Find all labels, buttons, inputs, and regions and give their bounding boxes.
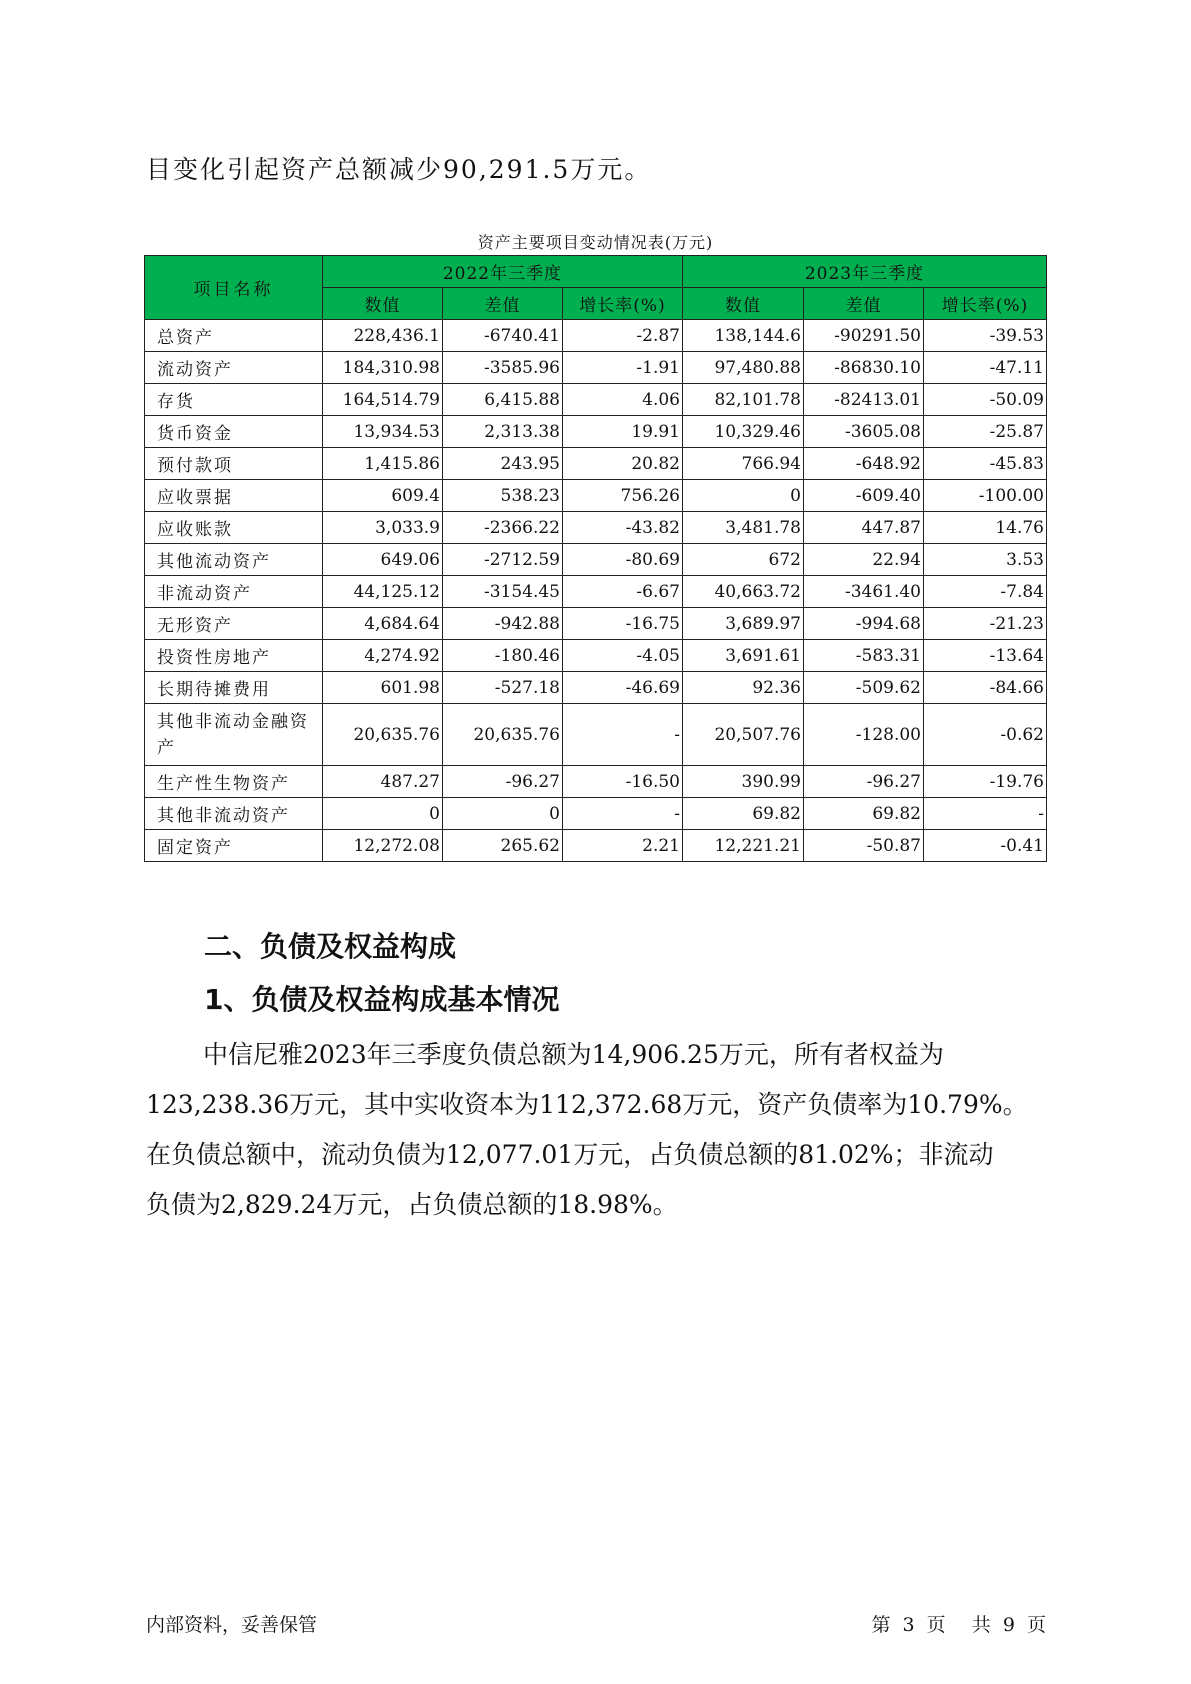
table-row [145,672,1047,704]
paragraph-line: 负债为2,829.24万元，占负债总额的18.98%。 [146,1190,678,1219]
table-row [145,766,1047,798]
cell-diff-2022: -2712.59 [443,544,563,576]
cell-value-2022: 1,415.86 [323,448,443,480]
cell-value-2022: 184,310.98 [323,352,443,384]
row-item-name: 其他非流动资产 [145,798,323,830]
cell-value-2023: 97,480.88 [683,352,804,384]
cell-diff-2022: 20,635.76 [443,704,563,766]
footer-page-number [871,1610,1046,1637]
cell-value-2022: 20,635.76 [323,704,443,766]
cell-value-2023: 138,144.6 [683,320,804,352]
cell-diff-2022: 538.23 [443,480,563,512]
cell-growth-2022: 756.26 [563,480,683,512]
cell-diff-2022: -180.46 [443,640,563,672]
footer-confidential-note: 内部资料，妥善保管 [146,1614,318,1636]
cell-diff-2023: -609.40 [804,480,924,512]
table-row [145,512,1047,544]
cell-growth-2023: -21.23 [924,608,1047,640]
cell-value-2022: 13,934.53 [323,416,443,448]
cell-diff-2022: -6740.41 [443,320,563,352]
cell-value-2023: 82,101.78 [683,384,804,416]
table-row [145,448,1047,480]
cell-growth-2023: -25.87 [924,416,1047,448]
cell-diff-2022: -3585.96 [443,352,563,384]
cell-growth-2022: - [563,704,683,766]
cell-growth-2022: -16.75 [563,608,683,640]
cell-growth-2023: 14.76 [924,512,1047,544]
cell-diff-2023: -90291.50 [804,320,924,352]
section-heading: 二、负债及权益构成 [204,930,457,963]
cell-growth-2023: -84.66 [924,672,1047,704]
header-value-2023: 数值 [683,288,804,320]
header-diff-2022: 差值 [443,288,563,320]
cell-value-2022: 3,033.9 [323,512,443,544]
cell-growth-2023: -50.09 [924,384,1047,416]
cell-diff-2023: -50.87 [804,830,924,862]
page-prefix: 第 [871,1614,891,1636]
row-item-name: 预付款项 [145,448,323,480]
cell-value-2022: 4,274.92 [323,640,443,672]
table-header [145,256,1047,320]
cell-growth-2023: -100.00 [924,480,1047,512]
cell-growth-2022: 19.91 [563,416,683,448]
page-current: 3 [902,1614,915,1636]
header-growth-2022: 增长率(%) [563,288,683,320]
cell-diff-2022: 2,313.38 [443,416,563,448]
liability-equity-paragraph [146,1030,1046,1230]
cell-value-2023: 3,481.78 [683,512,804,544]
cell-growth-2022: - [563,798,683,830]
row-item-name: 应收票据 [145,480,323,512]
asset-change-table [144,255,1047,862]
header-period-2022: 2022年三季度 [323,256,683,288]
cell-value-2022: 487.27 [323,766,443,798]
table-row [145,576,1047,608]
cell-growth-2023: -13.64 [924,640,1047,672]
table-row [145,320,1047,352]
cell-growth-2023: -47.11 [924,352,1047,384]
total-suffix: 页 [1026,1614,1046,1636]
cell-growth-2023: -39.53 [924,320,1047,352]
cell-growth-2023: -45.83 [924,448,1047,480]
paragraph-line: 中信尼雅2023年三季度负债总额为14,906.25万元，所有者权益为 [203,1040,944,1069]
cell-value-2022: 4,684.64 [323,608,443,640]
cell-growth-2022: -1.91 [563,352,683,384]
cell-growth-2023: -7.84 [924,576,1047,608]
cell-diff-2022: 243.95 [443,448,563,480]
table-row [145,544,1047,576]
cell-growth-2023: -19.76 [924,766,1047,798]
cell-diff-2023: 22.94 [804,544,924,576]
cell-value-2022: 44,125.12 [323,576,443,608]
header-period-2023: 2023年三季度 [683,256,1047,288]
table-row [145,798,1047,830]
table-caption: 资产主要项目变动情况表(万元) [477,233,714,252]
cell-diff-2022: -942.88 [443,608,563,640]
table-row [145,384,1047,416]
cell-diff-2023: -128.00 [804,704,924,766]
cell-growth-2022: 4.06 [563,384,683,416]
cell-growth-2022: 20.82 [563,448,683,480]
table-row [145,830,1047,862]
cell-diff-2023: -648.92 [804,448,924,480]
table-row [145,480,1047,512]
cell-value-2023: 92.36 [683,672,804,704]
cell-value-2022: 12,272.08 [323,830,443,862]
paragraph-line: 在负债总额中，流动负债为12,077.01万元，占负债总额的81.02%；非流动 [146,1140,994,1169]
cell-value-2022: 0 [323,798,443,830]
cell-growth-2023: -0.41 [924,830,1047,862]
cell-growth-2022: -16.50 [563,766,683,798]
header-growth-2023: 增长率(%) [924,288,1047,320]
table-row [145,416,1047,448]
cell-growth-2022: -2.87 [563,320,683,352]
cell-diff-2023: -96.27 [804,766,924,798]
cell-growth-2022: -43.82 [563,512,683,544]
table-body [145,320,1047,862]
cell-diff-2023: -509.62 [804,672,924,704]
cell-diff-2022: -2366.22 [443,512,563,544]
cell-growth-2022: -46.69 [563,672,683,704]
cell-diff-2022: -3154.45 [443,576,563,608]
cell-diff-2023: -3605.08 [804,416,924,448]
row-item-name: 应收账款 [145,512,323,544]
cell-diff-2023: -583.31 [804,640,924,672]
row-item-name: 其他流动资产 [145,544,323,576]
row-item-name: 货币资金 [145,416,323,448]
row-item-name: 流动资产 [145,352,323,384]
cell-diff-2023: -3461.40 [804,576,924,608]
cell-value-2022: 601.98 [323,672,443,704]
cell-value-2023: 10,329.46 [683,416,804,448]
cell-growth-2022: -80.69 [563,544,683,576]
row-item-name: 其他非流动金融资产 [145,704,323,766]
cell-diff-2023: -86830.10 [804,352,924,384]
cell-growth-2023: - [924,798,1047,830]
header-diff-2023: 差值 [804,288,924,320]
cell-value-2023: 672 [683,544,804,576]
header-item-name: 项目名称 [145,256,323,320]
cell-value-2023: 40,663.72 [683,576,804,608]
cell-value-2023: 12,221.21 [683,830,804,862]
row-item-name: 非流动资产 [145,576,323,608]
cell-value-2022: 609.4 [323,480,443,512]
cell-value-2022: 228,436.1 [323,320,443,352]
cell-value-2023: 390.99 [683,766,804,798]
cell-diff-2022: 6,415.88 [443,384,563,416]
cell-diff-2023: 69.82 [804,798,924,830]
row-item-name: 存货 [145,384,323,416]
cell-diff-2022: 0 [443,798,563,830]
row-item-name: 长期待摊费用 [145,672,323,704]
cell-value-2023: 3,691.61 [683,640,804,672]
row-item-name: 固定资产 [145,830,323,862]
paragraph-line: 123,238.36万元，其中实收资本为112,372.68万元，资产负债率为10.79%。 [146,1090,1028,1119]
cell-diff-2023: -82413.01 [804,384,924,416]
total-prefix: 共 [971,1614,991,1636]
page-total: 9 [1002,1614,1015,1636]
cell-diff-2023: -994.68 [804,608,924,640]
cell-growth-2022: -6.67 [563,576,683,608]
cell-value-2022: 649.06 [323,544,443,576]
table-row [145,640,1047,672]
cell-growth-2022: -4.05 [563,640,683,672]
cell-growth-2023: -0.62 [924,704,1047,766]
row-item-name: 无形资产 [145,608,323,640]
cell-value-2023: 20,507.76 [683,704,804,766]
cell-diff-2022: -96.27 [443,766,563,798]
intro-text: 目变化引起资产总额减少90,291.5万元。 [146,155,652,184]
table-row [145,704,1047,766]
cell-growth-2023: 3.53 [924,544,1047,576]
cell-value-2022: 164,514.79 [323,384,443,416]
cell-value-2023: 0 [683,480,804,512]
header-value-2022: 数值 [323,288,443,320]
row-item-name: 总资产 [145,320,323,352]
cell-value-2023: 3,689.97 [683,608,804,640]
row-item-name: 生产性生物资产 [145,766,323,798]
row-item-name: 投资性房地产 [145,640,323,672]
page-suffix: 页 [926,1614,946,1636]
cell-diff-2022: 265.62 [443,830,563,862]
cell-diff-2022: -527.18 [443,672,563,704]
table-row [145,352,1047,384]
table-row [145,608,1047,640]
cell-value-2023: 766.94 [683,448,804,480]
subsection-heading: 1、负债及权益构成基本情况 [204,983,560,1016]
cell-growth-2022: 2.21 [563,830,683,862]
cell-value-2023: 69.82 [683,798,804,830]
cell-diff-2023: 447.87 [804,512,924,544]
